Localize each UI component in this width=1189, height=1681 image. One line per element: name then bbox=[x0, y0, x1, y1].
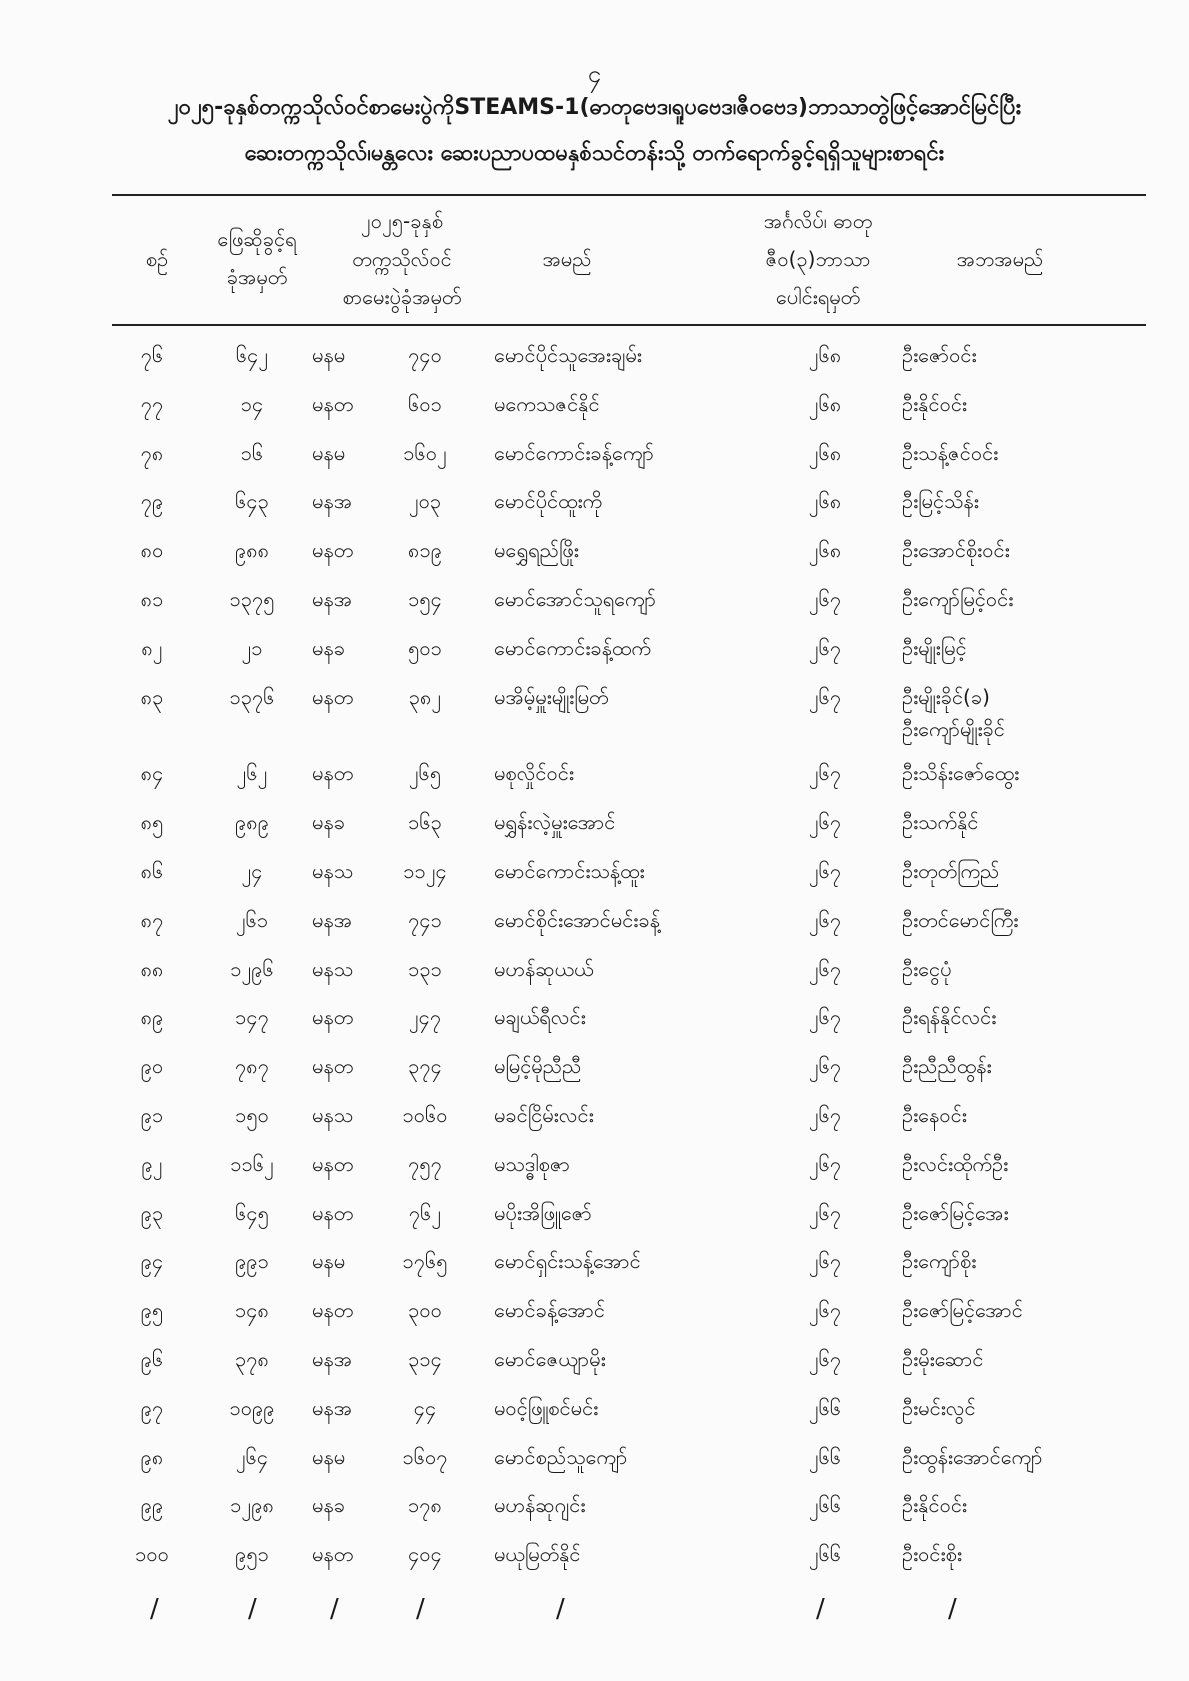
exam-prefix: မနသ bbox=[312, 1102, 354, 1127]
seat-number: ၁၃၇၆ bbox=[229, 684, 275, 709]
exam-number: ၂၆၅ bbox=[408, 761, 442, 786]
row-no: ၉၃ bbox=[140, 1200, 164, 1225]
seat-number: ၁၂၉၆ bbox=[230, 956, 274, 981]
exam-number: ၃၈၂ bbox=[408, 684, 442, 709]
father-name: ဦးဇော်မြင့်အောင် bbox=[902, 1298, 1023, 1323]
header-name: အမည် bbox=[542, 247, 592, 271]
exam-prefix: မနသ bbox=[312, 858, 354, 883]
table-row bbox=[0, 998, 1189, 1047]
student-name: မအိမ့်မှူးမျိုးမြတ် bbox=[494, 684, 609, 709]
exam-number: ၇၄၀ bbox=[408, 343, 442, 367]
row-no: ၁၀၀ bbox=[135, 1542, 169, 1567]
seat-number: ၁၀၉၉ bbox=[229, 1395, 275, 1420]
table-row bbox=[0, 1486, 1189, 1535]
row-no: ၈၈ bbox=[140, 956, 164, 981]
row-no: ၈၅ bbox=[140, 810, 164, 835]
slash-mark: / bbox=[248, 1594, 257, 1624]
row-no: ၉၆ bbox=[140, 1346, 164, 1371]
table-body bbox=[0, 336, 1189, 1584]
seat-number: ၂၁ bbox=[241, 635, 263, 660]
table-row bbox=[0, 1096, 1189, 1145]
table-row bbox=[0, 852, 1189, 901]
seat-number: ၆၄၅ bbox=[235, 1200, 269, 1225]
exam-prefix: မနတ bbox=[312, 1054, 354, 1079]
header-exam-number: ၂၀၂၅-ခုနှစ် တက္ကသိုလ်ဝင် စာမေးပွဲခုံအမှတ် bbox=[342, 209, 462, 309]
seat-number: ၉၅၁ bbox=[235, 1542, 269, 1567]
student-name: မဟန်ဆုယယ် bbox=[494, 956, 594, 981]
exam-prefix: မနအ bbox=[312, 907, 353, 932]
total-score: ၂၆၇ bbox=[808, 858, 842, 883]
exam-number: ၁၀၆၀ bbox=[402, 1102, 448, 1127]
header-father-name: အဘအမည် bbox=[956, 247, 1044, 271]
student-name: မဝင့်ဖြူစင်မင်း bbox=[494, 1395, 599, 1420]
father-name: ဦးမျိုးမြင့် bbox=[902, 635, 967, 660]
seat-number: ၁၄ bbox=[240, 391, 264, 416]
father-name: ဦးတုတ်ကြည် bbox=[902, 858, 1000, 883]
row-no: ၉၉ bbox=[140, 1493, 164, 1518]
row-no: ၈၃ bbox=[140, 684, 164, 709]
table-row bbox=[0, 336, 1189, 385]
seat-number: ၉၉၁ bbox=[235, 1249, 269, 1274]
student-name: မောင်ကောင်းသန့်ထူး bbox=[494, 858, 645, 883]
table-row bbox=[0, 1047, 1189, 1096]
student-name: မောင်စည်သူကျော် bbox=[494, 1444, 628, 1469]
table-row bbox=[0, 678, 1189, 727]
exam-prefix: မနခ bbox=[312, 635, 346, 660]
row-no: ၈၄ bbox=[140, 761, 164, 786]
student-name: မောင်စိုင်းအောင်မင်းခန့် bbox=[494, 907, 660, 932]
student-name: မောင်ဇေယျာမိုး bbox=[494, 1346, 606, 1371]
father-name: ဦးမင်းလွင် bbox=[902, 1395, 976, 1420]
seat-number: ၂၄ bbox=[241, 858, 263, 883]
father-name: ဦးလင်းထိုက်ဦး bbox=[902, 1151, 1009, 1176]
table-row bbox=[0, 580, 1189, 629]
row-no: ၇၆ bbox=[140, 343, 164, 367]
total-score: ၂၆၇ bbox=[808, 1054, 842, 1079]
father-name: ဦးနေဝင်း bbox=[902, 1102, 967, 1127]
seat-number: ၂၆၄ bbox=[235, 1444, 269, 1469]
row-no: ၇၉ bbox=[140, 489, 164, 514]
table-header-rule bbox=[112, 324, 1146, 326]
student-name: မဟန်ဆုဂျင်း bbox=[494, 1493, 586, 1518]
father-name: ဦးမိုးဆောင် bbox=[902, 1346, 984, 1371]
total-score: ၂၆၆ bbox=[808, 1444, 842, 1469]
father-name: ဦးနိုင်ဝင်း bbox=[902, 1493, 967, 1518]
exam-number: ၁၇၆၅ bbox=[402, 1249, 448, 1274]
header-no: စဉ် bbox=[145, 247, 169, 271]
table-row bbox=[0, 1194, 1189, 1243]
row-no: ၇၈ bbox=[140, 440, 164, 465]
total-score: ၂၆၇ bbox=[808, 1298, 842, 1323]
student-name: မခင်ငြိမ်းလင်း bbox=[494, 1102, 594, 1127]
slash-mark: / bbox=[816, 1594, 825, 1624]
exam-prefix: မနမ bbox=[312, 1444, 346, 1469]
father-name: ဦးရန်နိုင်လင်း bbox=[902, 1005, 997, 1030]
seat-number: ၉၈၈ bbox=[234, 538, 270, 563]
exam-prefix: မနအ bbox=[312, 1346, 353, 1371]
total-score: ၂၆၆ bbox=[808, 1542, 842, 1567]
table-row bbox=[0, 901, 1189, 950]
father-name: ဦးထွန်းအောင်ကျော် bbox=[902, 1444, 1043, 1469]
exam-number: ၅၀၁ bbox=[408, 635, 442, 660]
total-score: ၂၆၇ bbox=[808, 1151, 842, 1176]
row-no: ၈၇ bbox=[140, 907, 164, 932]
row-no: ၉၁ bbox=[140, 1102, 164, 1127]
student-name: မောင်ခန့်အောင် bbox=[494, 1298, 605, 1323]
exam-prefix: မနတ bbox=[312, 761, 354, 786]
row-no: ၉၀ bbox=[140, 1054, 164, 1079]
exam-number: ၁၁၂၄ bbox=[403, 858, 447, 883]
row-no: ၈၁ bbox=[140, 586, 164, 611]
table-row bbox=[0, 950, 1189, 999]
row-no: ၈၆ bbox=[140, 858, 164, 883]
exam-prefix: မနတ bbox=[312, 538, 354, 563]
total-score: ၂၆၇ bbox=[808, 761, 842, 786]
exam-prefix: မနသ bbox=[312, 956, 354, 981]
row-no: ၇၇ bbox=[140, 391, 164, 416]
father-name: ဦးကျော်စိုး bbox=[902, 1249, 977, 1274]
row-no: ၉၇ bbox=[140, 1395, 164, 1420]
exam-prefix: မနအ bbox=[312, 1395, 353, 1420]
exam-prefix: မနအ bbox=[312, 586, 353, 611]
slash-mark: / bbox=[330, 1594, 339, 1624]
seat-number: ၁၁၆၂ bbox=[230, 1151, 274, 1176]
exam-number: ၂၀၃ bbox=[408, 489, 442, 514]
seat-number: ၆၄၃ bbox=[235, 489, 269, 514]
father-name: ဦးဝင်းစိုး bbox=[902, 1542, 962, 1567]
exam-number: ၃၇၄ bbox=[408, 1054, 442, 1079]
exam-number: ၁၆၀၇ bbox=[402, 1444, 448, 1469]
seat-number: ၁၂၉၈ bbox=[230, 1493, 274, 1518]
student-name: မောင်ကောင်းခန့်ကျော် bbox=[494, 440, 654, 465]
student-name: မသဒ္ဓါစုဇာ bbox=[494, 1151, 571, 1176]
father-name: ဦးသက်နိုင် bbox=[902, 810, 979, 835]
exam-prefix: မနမ bbox=[312, 440, 346, 465]
exam-number: ၁၃၁ bbox=[408, 956, 442, 981]
student-name: မောင်ရှင်းသန့်အောင် bbox=[494, 1249, 641, 1274]
table-row bbox=[0, 1291, 1189, 1340]
row-no: ၈၂ bbox=[141, 635, 163, 660]
exam-prefix: မနမ bbox=[312, 1249, 346, 1274]
table-row bbox=[0, 1340, 1189, 1389]
exam-prefix: မနတ bbox=[312, 1542, 354, 1567]
seat-number: ၉၈၉ bbox=[235, 810, 269, 835]
father-name: ဦးငွေပုံ bbox=[902, 956, 952, 981]
student-name: မောင်ကောင်းခန့်ထက် bbox=[494, 635, 651, 660]
total-score: ၂၆၈ bbox=[808, 440, 842, 465]
total-score: ၂၆၇ bbox=[808, 907, 842, 932]
father-name: ဦးသန့်ဇင်ဝင်း bbox=[902, 440, 999, 465]
student-name: မောင်အောင်သူရကျော် bbox=[494, 586, 656, 611]
exam-prefix: မနအ bbox=[312, 489, 353, 514]
table-row bbox=[0, 629, 1189, 678]
exam-number: ၆၀၁ bbox=[408, 391, 442, 416]
total-score: ၂၆၈ bbox=[808, 489, 842, 514]
student-name: မကေသဇင်နိုင် bbox=[494, 391, 600, 416]
total-score: ၂၆၆ bbox=[808, 1493, 842, 1518]
exam-prefix: မနတ bbox=[312, 684, 354, 709]
table-row bbox=[0, 1438, 1189, 1487]
seat-number: ၂၆၂ bbox=[236, 761, 268, 786]
exam-number: ၃၀၀ bbox=[408, 1298, 442, 1323]
exam-number: ၃၁၄ bbox=[408, 1346, 442, 1371]
father-name: ဦးမြင့်သိန်း bbox=[902, 489, 979, 514]
father-name: ဦးတင်မောင်ကြီး bbox=[902, 907, 1019, 932]
total-score: ၂၆၇ bbox=[808, 810, 842, 835]
total-score: ၂၆၆ bbox=[808, 1395, 842, 1420]
seat-number: ၃၇၈ bbox=[235, 1346, 269, 1371]
row-no: ၈၉ bbox=[140, 1005, 164, 1030]
total-score: ၂၆၇ bbox=[808, 1102, 842, 1127]
table-row bbox=[0, 385, 1189, 434]
seat-number: ၂၆၁ bbox=[235, 907, 269, 932]
seat-number: ၁၄၇ bbox=[235, 1005, 269, 1030]
row-no: ၉၅ bbox=[140, 1298, 164, 1323]
document-title-line-2: ဆေးတက္ကသိုလ်၊မန္တလေး ဆေးပညာပထမနှစ်သင်တန်းသို့ တက်ရောက်ခွင့်ရရှိသူများစာရင်း bbox=[244, 141, 945, 166]
father-name: ဦးကျော်မြင့်ဝင်း bbox=[902, 586, 1014, 611]
total-score: ၂၆၇ bbox=[808, 1200, 842, 1225]
row-no: ၉၄ bbox=[140, 1249, 164, 1274]
father-name: ဦးအောင်စိုးဝင်း bbox=[902, 538, 1010, 563]
total-score: ၂၆၇ bbox=[808, 684, 842, 709]
exam-number: ၄၀၄ bbox=[408, 1542, 442, 1567]
student-name: မစုလှိုင်ဝင်း bbox=[494, 761, 574, 786]
student-name: မောင်ပိုင်သူအေးချမ်း bbox=[494, 343, 642, 367]
student-name: မယုမြတ်နိုင် bbox=[494, 1542, 581, 1567]
exam-number: ၇၄၁ bbox=[408, 907, 442, 932]
father-name: ဦးဇော်ဝင်း bbox=[902, 343, 977, 367]
table-row bbox=[0, 1389, 1189, 1438]
exam-number: ၁၇၈ bbox=[408, 1493, 442, 1518]
table-row bbox=[0, 434, 1189, 483]
page-number: ၄ bbox=[587, 60, 602, 88]
exam-number: ၄၄ bbox=[413, 1395, 437, 1420]
total-score: ၂၆၇ bbox=[808, 1346, 842, 1371]
slash-mark: / bbox=[556, 1594, 565, 1624]
father-name: ဦးသိန်းဇော်ထွေး bbox=[902, 761, 1020, 786]
table-row bbox=[0, 482, 1189, 531]
total-score: ၂၆၇ bbox=[808, 635, 842, 660]
exam-number: ၂၄၇ bbox=[408, 1005, 442, 1030]
father-name: ဦးနိုင်ဝင်း bbox=[902, 391, 967, 416]
exam-number: ၁၆၀၂ bbox=[403, 440, 447, 465]
student-name: မရွှန်းလဲ့မှူးအောင် bbox=[494, 810, 616, 835]
exam-prefix: မနတ bbox=[312, 1151, 354, 1176]
father-name-alias: ဦးကျော်မျိုးခိုင် bbox=[902, 717, 1005, 742]
header-seat-number: ဖြေဆိုခွင့်ရ ခုံအမှတ် bbox=[217, 227, 297, 289]
seat-number: ၆၄၂ bbox=[235, 343, 269, 367]
exam-prefix: မနတ bbox=[312, 1298, 354, 1323]
exam-number: ၇၆၂ bbox=[408, 1200, 442, 1225]
exam-number: ၇၅၇ bbox=[408, 1151, 442, 1176]
table-row bbox=[0, 803, 1189, 852]
exam-prefix: မနတ bbox=[312, 1200, 354, 1225]
slash-mark: / bbox=[948, 1594, 957, 1624]
total-score: ၂၆၇ bbox=[808, 586, 842, 611]
student-name: မောင်ပိုင်ထူးကို bbox=[494, 489, 603, 514]
exam-prefix: မနမ bbox=[312, 343, 346, 367]
student-name: မမြင့်မိုညီညီ bbox=[494, 1054, 582, 1079]
table-row bbox=[0, 1242, 1189, 1291]
table-row bbox=[0, 531, 1189, 580]
exam-number: ၈၁၉ bbox=[408, 538, 442, 563]
table-row bbox=[0, 1535, 1189, 1584]
table-row-continuation bbox=[0, 717, 1189, 754]
student-name: မပိုးအိဖြူဇော် bbox=[494, 1200, 592, 1225]
row-no: ၉၂ bbox=[141, 1151, 163, 1176]
total-score: ၂၆၇ bbox=[808, 956, 842, 981]
exam-number: ၁၆၃ bbox=[408, 810, 442, 835]
table-row bbox=[0, 1145, 1189, 1194]
total-score: ၂၆၈ bbox=[808, 391, 842, 416]
student-name: မချယ်ရီလင်း bbox=[494, 1005, 586, 1030]
exam-prefix: မနတ bbox=[312, 1005, 354, 1030]
total-score: ၂၆၈ bbox=[808, 343, 842, 367]
total-score: ၂၆၇ bbox=[808, 1005, 842, 1030]
exam-number: ၁၅၄ bbox=[408, 586, 442, 611]
header-score: အင်္ဂလိပ်၊ ဓာတု ဇီဝ(၃)ဘာသာ ပေါင်းရမှတ် bbox=[763, 209, 873, 309]
father-name: ဦးညီညီထွန်း bbox=[902, 1054, 992, 1079]
exam-prefix: မနခ bbox=[312, 1493, 346, 1518]
total-score: ၂၆၈ bbox=[808, 538, 842, 563]
seat-number: ၁၅၀ bbox=[235, 1102, 269, 1127]
seat-number: ၇၈၇ bbox=[235, 1054, 269, 1079]
father-name: ဦးမျိုးခိုင်(ခ) bbox=[902, 684, 990, 709]
total-score: ၂၆၇ bbox=[808, 1249, 842, 1274]
exam-prefix: မနခ bbox=[312, 810, 346, 835]
slash-mark: / bbox=[150, 1594, 159, 1624]
seat-number: ၁၄၈ bbox=[235, 1298, 269, 1323]
slash-mark: / bbox=[416, 1594, 425, 1624]
student-name: မရွှေရည်ဖြိုး bbox=[494, 538, 579, 563]
row-no: ၈၀ bbox=[140, 538, 164, 563]
exam-prefix: မနတ bbox=[312, 391, 354, 416]
table-row bbox=[0, 754, 1189, 803]
seat-number: ၁၃၇၅ bbox=[229, 586, 275, 611]
table-top-rule bbox=[112, 194, 1146, 196]
father-name: ဦးဇော်မြင့်အေး bbox=[902, 1200, 1009, 1225]
seat-number: ၁၆ bbox=[240, 440, 264, 465]
row-no: ၉၈ bbox=[140, 1444, 164, 1469]
document-title-line-1: ၂၀၂၅-ခုနှစ်တက္ကသိုလ်ဝင်စာမေးပွဲကိုSTEAMS-1(ဓာတုဗေဒ၊ရူပဗေဒ၊ဇီဝဗေဒ)ဘာသာတွဲဖြင့်အောင်မြင်ပြီး bbox=[167, 95, 1022, 120]
